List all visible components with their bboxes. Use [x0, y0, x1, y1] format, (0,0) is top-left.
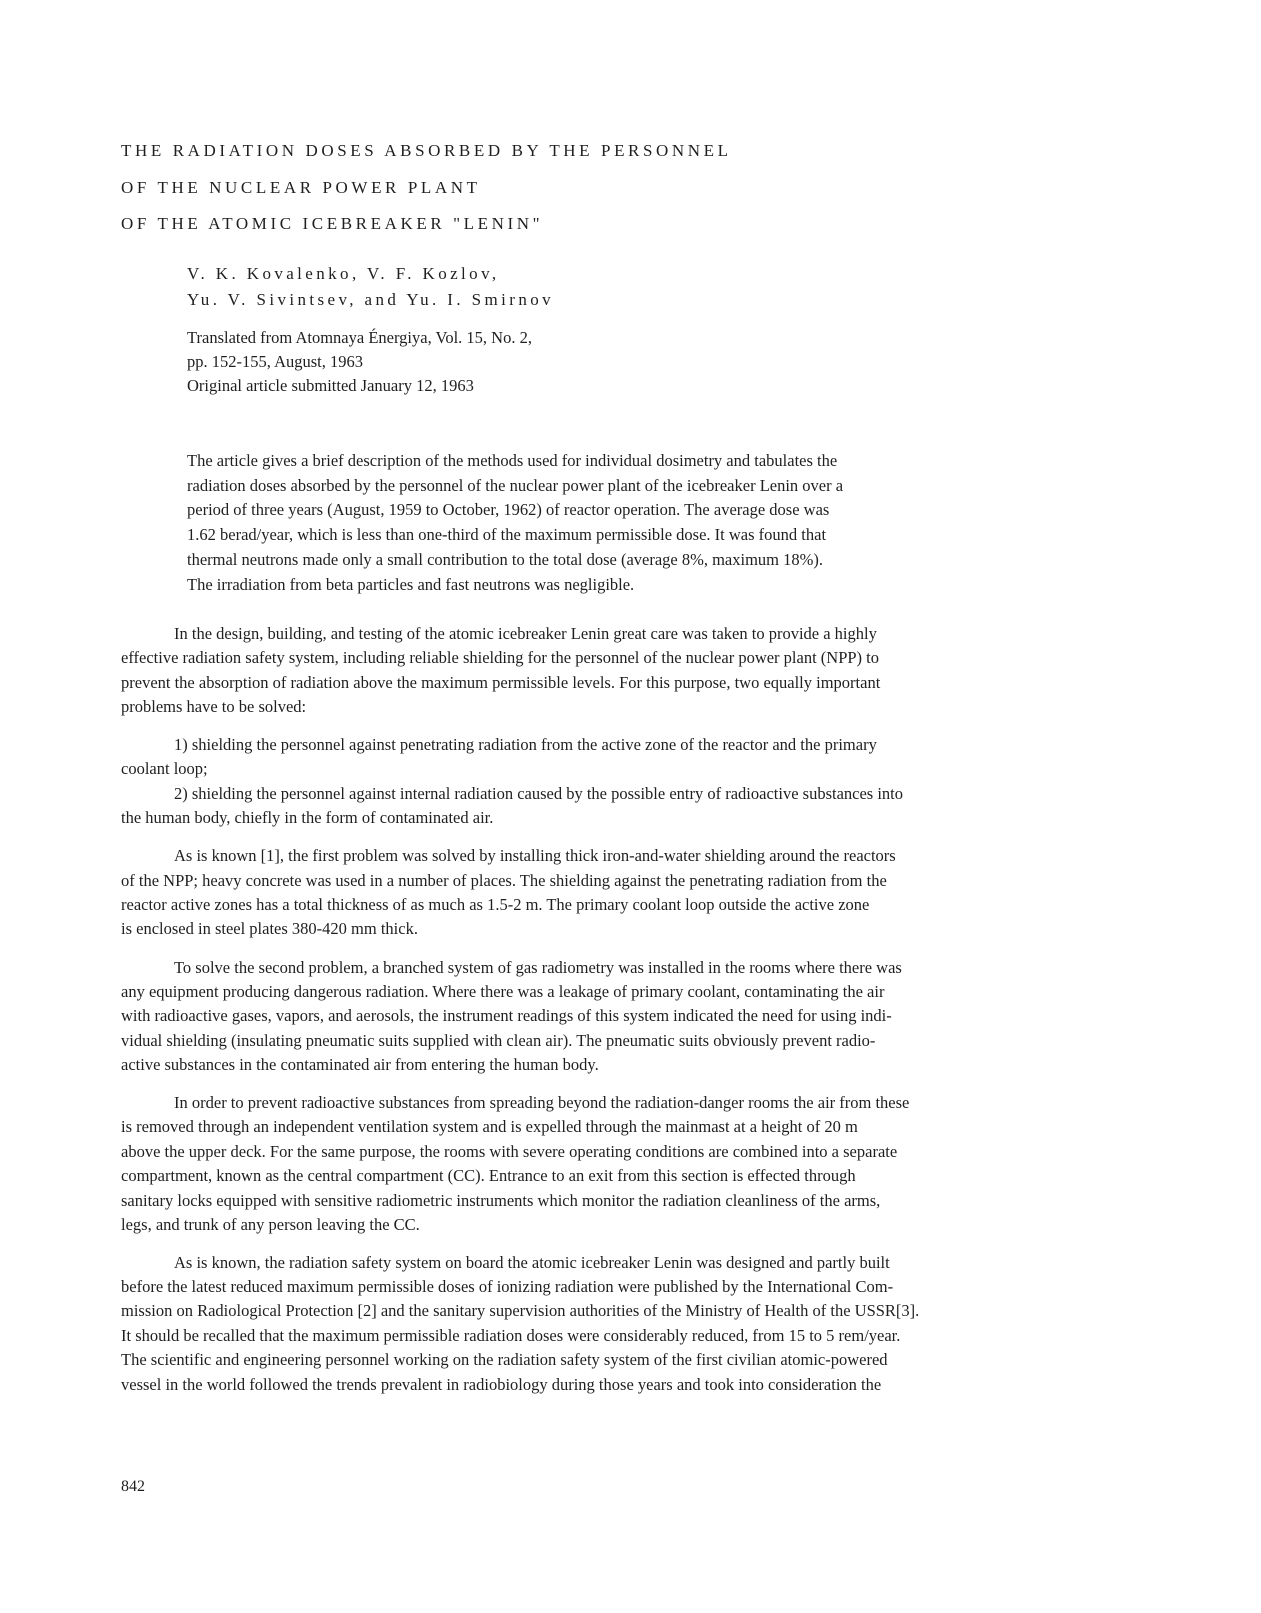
abstract-line: thermal neutrons made only a small contribution to the total dose (average 8%, maximum 18%). [187, 550, 823, 569]
body-line: active substances in the contaminated air from entering the human body. [121, 1055, 599, 1074]
abstract-line: radiation doses absorbed by the personnel of the nuclear power plant of the icebreaker Lenin over a [187, 476, 844, 495]
body-line: above the upper deck. For the same purpose, the rooms with severe operating conditions are combined into a separate [121, 1142, 898, 1161]
body-line: of the NPP; heavy concrete was used in a number of places. The shielding against the penetrating radiation from the [121, 871, 887, 890]
title-line-1: THE RADIATION DOSES ABSORBED BY THE PERSONNEL [121, 141, 732, 160]
abstract-line: The irradiation from beta particles and fast neutrons was negligible. [187, 575, 635, 594]
list-item-line: the human body, chiefly in the form of contaminated air. [121, 808, 494, 827]
body-line: effective radiation safety system, including reliable shielding for the personnel of the nuclear power plant (NPP) to [121, 648, 880, 667]
list-item-line: coolant loop; [121, 759, 208, 778]
page-number: 842 [121, 1478, 145, 1495]
body-line: is removed through an independent ventilation system and is expelled through the mainmast at a height of 20 m [121, 1117, 858, 1136]
body-line: vessel in the world followed the trends prevalent in radiobiology during those years and took into consideration the [121, 1375, 882, 1394]
body-line: As is known [1], the first problem was solved by installing thick iron-and-water shielding around the reactors [174, 846, 896, 865]
translation-pages: pp. 152-155, August, 1963 [187, 352, 364, 371]
body-line: In the design, building, and testing of the atomic icebreaker Lenin great care was taken to provide a highly [174, 624, 877, 643]
title-line-3: OF THE ATOMIC ICEBREAKER "LENIN" [121, 214, 544, 233]
body-line: In order to prevent radioactive substances from spreading beyond the radiation-danger rooms the air from these [174, 1093, 910, 1112]
body-line: prevent the absorption of radiation above the maximum permissible levels. For this purpose, two equally important [121, 673, 881, 692]
body-line: with radioactive gases, vapors, and aerosols, the instrument readings of this system indicated the need for using indi- [121, 1006, 892, 1025]
authors-line-1: V. K. Kovalenko, V. F. Kozlov, [187, 264, 500, 283]
abstract-line: 1.62 berad/year, which is less than one-third of the maximum permissible dose. It was found that [187, 525, 827, 544]
body-line: As is known, the radiation safety system on board the atomic icebreaker Lenin was designed and partly built [174, 1253, 890, 1272]
body-line: is enclosed in steel plates 380-420 mm thick. [121, 919, 418, 938]
body-line: sanitary locks equipped with sensitive radiometric instruments which monitor the radiation cleanliness of the arms, [121, 1191, 881, 1210]
body-line: It should be recalled that the maximum permissible radiation doses were considerably reduced, from 15 to 5 rem/year. [121, 1326, 901, 1345]
body-line: problems have to be solved: [121, 697, 307, 716]
list-item-line: 1) shielding the personnel against penetrating radiation from the active zone of the reactor and the primary [174, 735, 877, 754]
body-line: reactor active zones has a total thickness of as much as 1.5-2 m. The primary coolant loop outside the active zone [121, 895, 870, 914]
body-line: legs, and trunk of any person leaving the CC. [121, 1215, 420, 1234]
authors-line-2: Yu. V. Sivintsev, and Yu. I. Smirnov [187, 290, 555, 309]
body-line: vidual shielding (insulating pneumatic suits supplied with clean air). The pneumatic suits obviously prevent radio- [121, 1031, 876, 1050]
abstract-line: period of three years (August, 1959 to October, 1962) of reactor operation. The average dose was [187, 500, 830, 519]
body-line: The scientific and engineering personnel working on the radiation safety system of the first civilian atomic-powered [121, 1350, 888, 1369]
body-line: before the latest reduced maximum permissible doses of ionizing radiation were published by the International Com- [121, 1277, 894, 1296]
submission-date: Original article submitted January 12, 1963 [187, 376, 474, 395]
abstract-line: The article gives a brief description of the methods used for individual dosimetry and tabulates the [187, 451, 838, 470]
body-line: any equipment producing dangerous radiation. Where there was a leakage of primary coolant, contaminating the air [121, 982, 885, 1001]
body-line: To solve the second problem, a branched system of gas radiometry was installed in the rooms where there was [174, 958, 902, 977]
title-line-2: OF THE NUCLEAR POWER PLANT [121, 178, 481, 197]
translation-source: Translated from Atomnaya Énergiya, Vol. 15, No. 2, [187, 328, 532, 347]
body-line: compartment, known as the central compartment (CC). Entrance to an exit from this section is effected through [121, 1166, 856, 1185]
list-item-line: 2) shielding the personnel against internal radiation caused by the possible entry of radioactive substances into [174, 784, 904, 803]
body-line: mission on Radiological Protection [2] and the sanitary supervision authorities of the Ministry of Health of the USSR[3]. [121, 1301, 920, 1320]
